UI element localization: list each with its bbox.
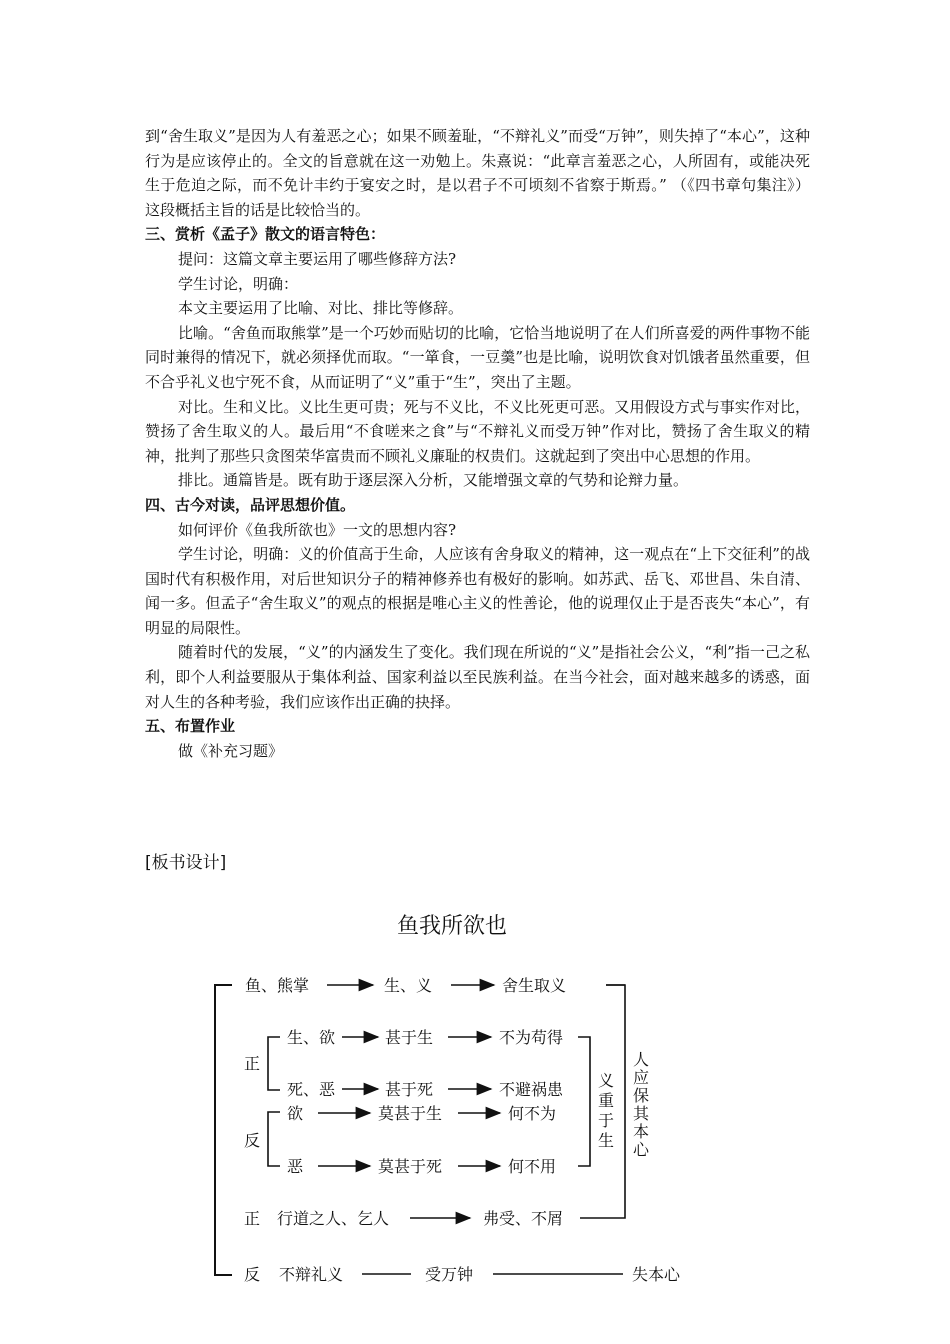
row7-right: 失本心 xyxy=(632,1265,681,1284)
diagram-title: 鱼我所欲也 xyxy=(396,914,508,939)
row7-middle: 受万钟 xyxy=(425,1265,474,1284)
fan-bracket xyxy=(268,1112,280,1166)
svg-text:人: 人 xyxy=(633,1050,650,1069)
modern-meaning-paragraph: 随着时代的发展，“义”的内涵发生了变化。我们现在所说的“义”是指社会公义，“利”指一己之私利，即个人利益要服从于集体利益、国家利益以至民族利益。在当今社会，面对越来越多的诱惑，面对人生的各种考验，我们应该作出正确的抉择。 xyxy=(145,643,810,711)
row2-left: 生、欲 xyxy=(287,1028,336,1047)
svg-text:心: 心 xyxy=(633,1140,650,1159)
row4-left: 欲 xyxy=(287,1104,304,1123)
row1-middle: 生、义 xyxy=(384,976,433,995)
row5-left: 恶 xyxy=(287,1157,304,1176)
discussion-paragraph: 学生讨论，明确：义的价值高于生命，人应该有舍身取义的精神，这一观点在“上下交征利”的战国时代有积极作用，对后世知识分子的精神修养也有极好的影响。如苏武、岳飞、邓世昌、朱自清、闻一多。但孟子“舍生取义”的观点的根据是唯心主义的性善论，他的说理仅止于是否丧失“本心”，有明显的局限性。 xyxy=(145,545,810,637)
yi-zhong-vertical xyxy=(598,1071,614,1150)
zheng-label-1: 正 xyxy=(244,1054,261,1073)
row1-right: 舍生取义 xyxy=(502,976,567,995)
question-paragraph-2: 如何评价《鱼我所欲也》一文的思想内容? xyxy=(178,520,457,539)
row5-middle: 莫甚于死 xyxy=(378,1157,443,1176)
section-heading-5: 五、布置作业 xyxy=(145,717,236,736)
question-paragraph: 提问：这篇文章主要运用了哪些修辞方法? xyxy=(178,249,457,268)
svg-text:保: 保 xyxy=(633,1086,650,1105)
svg-text:其: 其 xyxy=(633,1104,650,1123)
svg-text:应: 应 xyxy=(633,1068,650,1087)
summary-paragraph: 到“舍生取义”是因为人有羞恶之心；如果不顾羞耻，“不辩礼义”而受“万钟”，则失掉了“本心”，这种行为是应该停止的。全文的旨意就在这一劝勉上。朱熹说：“此章言羞恶之心，人所固有，或能决死生于危迫之际，而不免计丰约于宴安之时，是以君子不可顷刻不省察于斯焉。” （《四书章句集注》） 这段概括主旨的话是比较恰当的。 xyxy=(145,127,810,219)
svg-text:本: 本 xyxy=(633,1122,650,1141)
board-design-heading: [板书设计] xyxy=(145,853,227,873)
section-heading-3: 三、赏析《孟子》散文的语言特色： xyxy=(145,225,386,244)
row2-middle: 甚于生 xyxy=(385,1028,434,1047)
zheng-bracket xyxy=(268,1037,280,1090)
conclusion-vertical xyxy=(633,1050,650,1159)
parallelism-paragraph: 排比。通篇皆是。既有助于逐层深入分析，又能增强文章的气势和论辩力量。 xyxy=(178,471,689,490)
metaphor-paragraph: 比喻。“舍鱼而取熊掌”是一个巧妙而贴切的比喻，它恰当地说明了在人们所喜爱的两件事物不能同时兼得的情况下，就必须择优而取。“一箪食，一豆羹”也是比喻，说明饮食对饥饿者虽然重要，但不合乎礼义也宁死不食，从而证明了“义”重于“生”，突出了主题。 xyxy=(145,323,810,391)
svg-text:生: 生 xyxy=(598,1131,615,1150)
row3-middle: 甚于死 xyxy=(385,1080,434,1099)
row2-right: 不为苟得 xyxy=(499,1028,564,1047)
contrast-paragraph: 对比。生和义比。义比生更可贵；死与不义比，不义比死更可恶。又用假设方式与事实作对比，赞扬了舍生取义的人。最后用“不食嗟来之食”与“不辩礼义而受万钟”作对比，赞扬了舍生取义的精神，批判了那些只贪图荣华富贵而不顾礼义廉耻的权贵们。这就起到了突出中心思想的作用。 xyxy=(145,397,810,465)
row7-left: 不辩礼义 xyxy=(279,1265,344,1284)
section-heading-4: 四、古今对读，品评思想价值。 xyxy=(145,495,356,514)
row4-middle: 莫甚于生 xyxy=(378,1104,443,1123)
outer-bracket xyxy=(215,985,232,1275)
row1-left: 鱼、熊掌 xyxy=(245,976,310,995)
svg-text:于: 于 xyxy=(598,1111,615,1130)
discussion-line: 学生讨论，明确： xyxy=(178,274,299,293)
answer-paragraph: 本文主要运用了比喻、对比、排比等修辞。 xyxy=(178,299,464,318)
row3-left: 死、恶 xyxy=(287,1080,336,1099)
svg-text:重: 重 xyxy=(598,1091,615,1110)
row6-right: 弗受、不屑 xyxy=(483,1209,564,1228)
row5-right: 何不用 xyxy=(508,1157,557,1176)
homework-line: 做《补充习题》 xyxy=(178,741,284,760)
fan-label-2: 反 xyxy=(244,1265,261,1284)
zheng-label-2: 正 xyxy=(244,1209,261,1228)
svg-text:义: 义 xyxy=(598,1071,615,1090)
yi-bracket xyxy=(578,1037,590,1166)
fan-label-1: 反 xyxy=(244,1131,261,1150)
row3-right: 不避祸患 xyxy=(499,1080,564,1099)
row4-right: 何不为 xyxy=(508,1104,557,1123)
row6-left: 行道之人、乞人 xyxy=(277,1209,390,1228)
